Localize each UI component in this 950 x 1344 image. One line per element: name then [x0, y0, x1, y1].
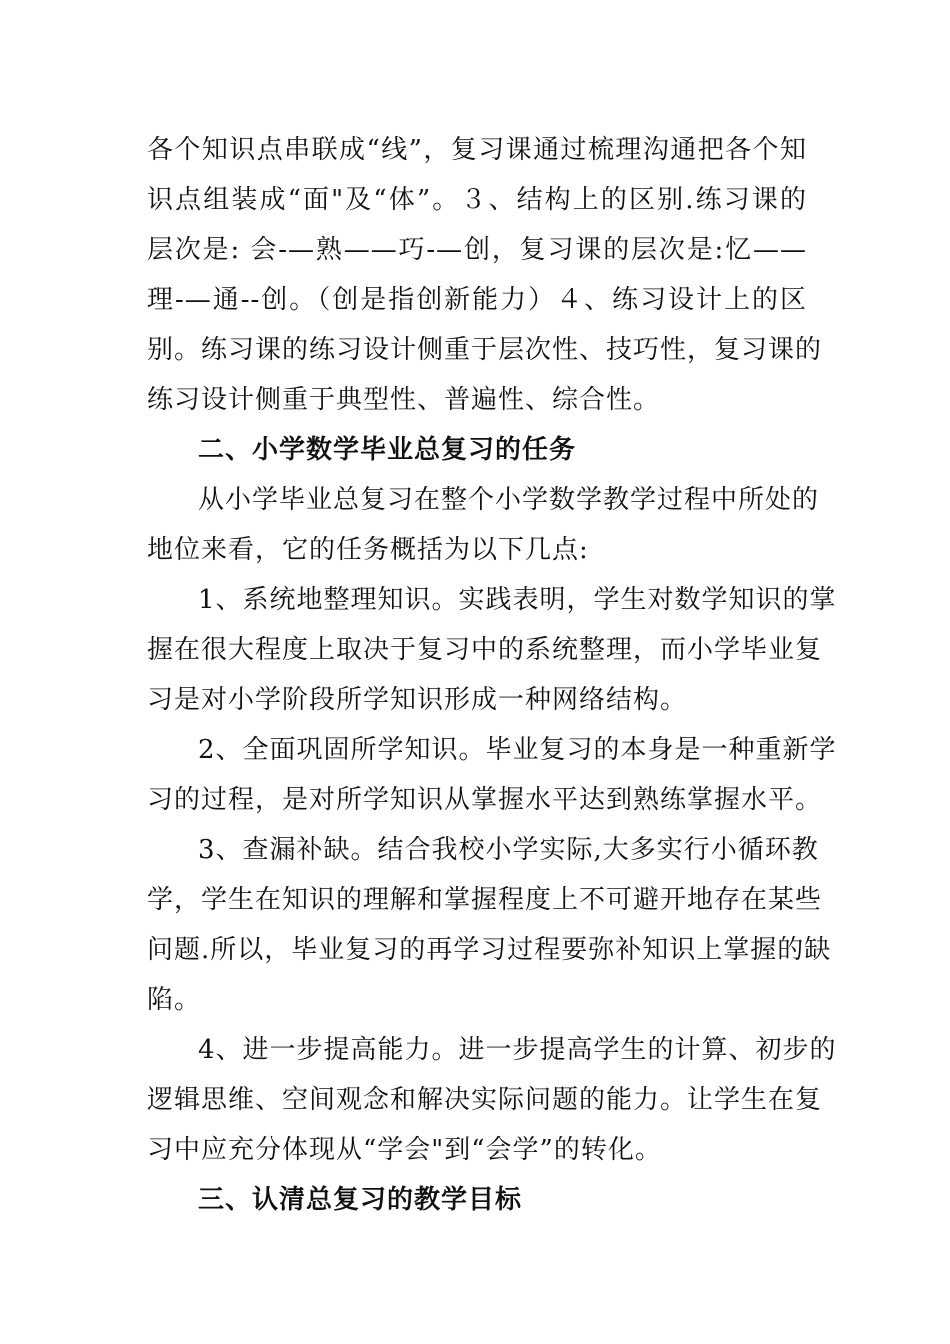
section-heading: 二、小学数学毕业总复习的任务	[198, 435, 577, 465]
text-line: 各个知识点串联成“线”，复习课通过梳理沟通把各个知	[147, 135, 807, 165]
list-item-first-line: 4、进一步提高能力。进一步提高学生的计算、初步的	[198, 1035, 837, 1065]
text-line: 握在很大程度上取决于复习中的系统整理，而小学毕业复	[147, 635, 823, 665]
text-line: 习的过程，是对所学知识从掌握水平达到熟练掌握水平。	[147, 785, 823, 815]
text-line: 练习设计侧重于典型性、普遍性、综合性。	[147, 385, 661, 415]
list-item-first-line: 1、系统地整理知识。实践表明，学生对数学知识的掌	[198, 585, 837, 615]
paragraph-first-line: 从小学毕业总复习在整个小学数学教学过程中所处的	[198, 485, 820, 515]
text-line: 别。练习课的练习设计侧重于层次性、技巧性，复习课的	[147, 335, 823, 365]
text-line: 识点组装成“面"及“体”。３、结构上的区别.练习课的	[147, 185, 807, 215]
text-line: 陷。	[147, 985, 202, 1015]
text-line: 逻辑思维、空间观念和解决实际问题的能力。让学生在复	[147, 1085, 823, 1115]
text-line: 习中应充分体现从“学会"到“会学”的转化。	[147, 1135, 662, 1165]
text-line: 理-—通--创。（创是指创新能力）４、练习设计上的区	[147, 285, 807, 315]
text-line: 地位来看，它的任务概括为以下几点:	[147, 535, 589, 565]
text-line: 层次是: 会-—熟——巧-—创，复习课的层次是:忆——	[147, 235, 807, 265]
text-line: 习是对小学阶段所学知识形成一种网络结构。	[147, 685, 688, 715]
section-heading: 三、认清总复习的教学目标	[198, 1185, 523, 1215]
list-item-first-line: 2、全面巩固所学知识。毕业复习的本身是一种重新学	[198, 735, 837, 765]
list-item-first-line: 3、查漏补缺。结合我校小学实际,大多实行小循环教	[198, 835, 819, 865]
text-line: 问题.所以，毕业复习的再学习过程要弥补知识上掌握的缺	[147, 935, 832, 965]
text-line: 学，学生在知识的理解和掌握程度上不可避开地存在某些	[147, 885, 823, 915]
